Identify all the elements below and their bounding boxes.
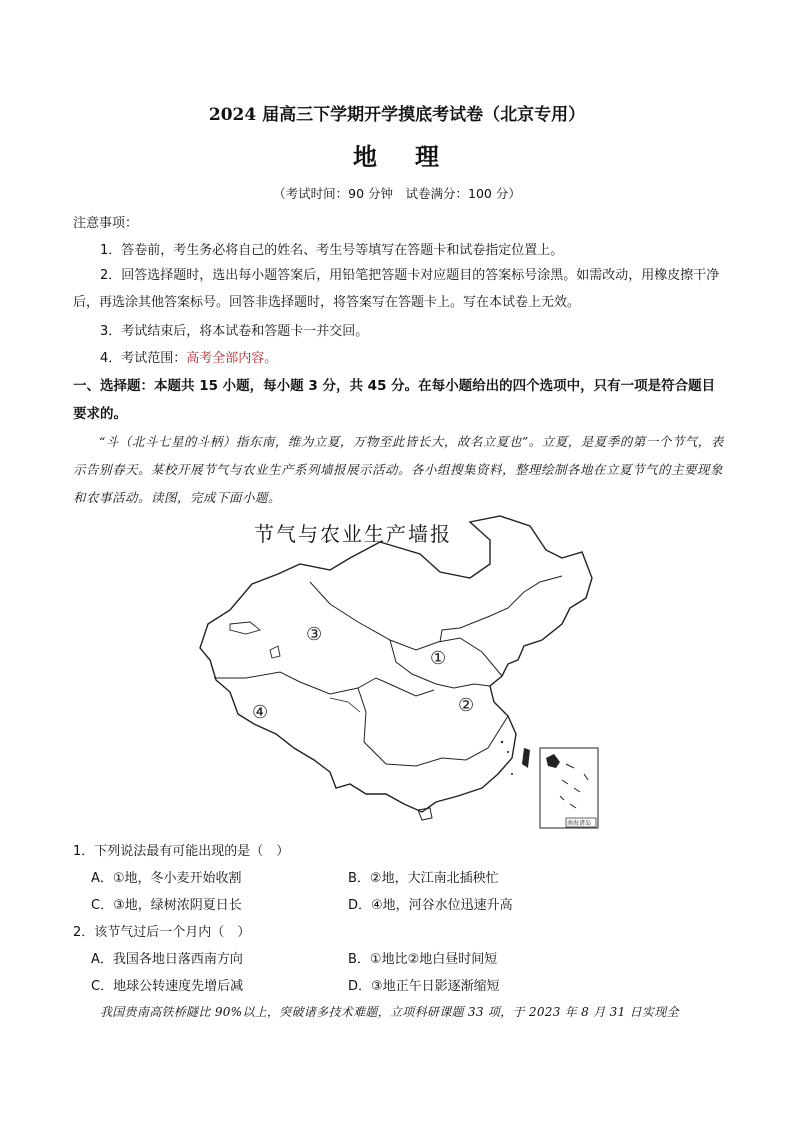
china-outline <box>200 516 592 812</box>
location-label-4: ④ <box>252 702 269 723</box>
section-heading: 一、选择题：本题共 15 小题，每小题 3 分，共 45 分。在每小题给出的四个选项中，只有一项是符合题目要求的。 <box>73 378 716 422</box>
question-2-option-c[interactable]: C．地球公转速度先增后减 <box>91 979 244 994</box>
region-line-ne <box>440 576 562 642</box>
exam-info: （考试时间：90 分钟 试卷满分：100 分） <box>273 186 521 201</box>
note-item-3: 3．考试结束后，将本试卷和答题卡一并交回。 <box>100 324 369 339</box>
taiwan-island <box>522 748 530 768</box>
subject-title <box>0 137 794 172</box>
note-item-4-prefix: 4．考试范围： <box>100 351 187 366</box>
question-2-option-a[interactable]: A．我国各地日落西南方向 <box>91 952 243 967</box>
question-1-option-c[interactable]: C．③地，绿树浓阴夏日长 <box>91 898 242 913</box>
question-2-stem: 2．该节气过后一个月内（ ） <box>73 925 251 940</box>
location-label-1: ① <box>430 648 447 669</box>
location-label-2: ② <box>458 695 475 716</box>
inset-label: 南海诸岛 <box>567 820 592 827</box>
region-line-south <box>358 688 508 766</box>
note-item-4 <box>100 347 277 366</box>
notes-heading: 注意事项： <box>73 216 139 231</box>
china-map <box>190 512 610 832</box>
exam-scope: 高考全部内容。 <box>186 351 278 366</box>
passage-intro: “斗（北斗七星的斗柄）指东南，维为立夏，万物至此皆长大，故名立夏也”。立夏，是夏季的第一个节气，表示告别春天。某校开展节气与农业生产系列墙报展示活动。各小组搜集资料，整理绘制各地在立夏节气的主要现象和农事活动。读图，完成下面小题。 <box>73 434 724 505</box>
region-line-plateau <box>214 672 434 696</box>
question-1-option-d[interactable]: D．④地，河谷水位迅速升高 <box>348 898 513 913</box>
lake-1 <box>230 622 260 634</box>
location-label-3: ③ <box>306 624 323 645</box>
lake-2 <box>270 646 280 658</box>
question-1-stem: 1．下列说法最有可能出现的是（ ） <box>73 844 290 859</box>
question-1-option-a[interactable]: A．①地，冬小麦开始收割 <box>91 871 242 886</box>
question-2-option-b[interactable]: B．①地比②地白昼时间短 <box>348 952 498 967</box>
map-title: 节气与农业生产墙报 <box>254 522 452 546</box>
note-item-1: 1．答卷前，考生务必将自己的姓名、考生号等填写在答题卡和试卷指定位置上。 <box>100 243 564 258</box>
exam-title: 2024 届高三下学期开学摸底考试卷（北京专用） <box>208 105 586 125</box>
question-1-option-b[interactable]: B．②地，大江南北插秧忙 <box>348 871 499 886</box>
river-line <box>330 698 360 712</box>
note-item-2: 2．回答选择题时，选出每小题答案后，用铅笔把答题卡对应题目的答案标号涂黑。如需改动，用橡皮擦干净后，再选涂其他答案标号。回答非选择题时，将答案写在答题卡上。写在本试卷上无效。 <box>73 268 720 310</box>
subject-char-2: 理 <box>415 142 441 171</box>
next-passage: 我国贵南高铁桥隧比 90%以上，突破诸多技术难题，立项科研课题 33 项，于 2023 年 8 月 31 日实现全 <box>100 1005 679 1019</box>
subject-char-1: 地 <box>353 142 379 171</box>
region-line-north <box>310 582 502 676</box>
question-2-option-d[interactable]: D．③地正午日影逐渐缩短 <box>348 979 500 994</box>
